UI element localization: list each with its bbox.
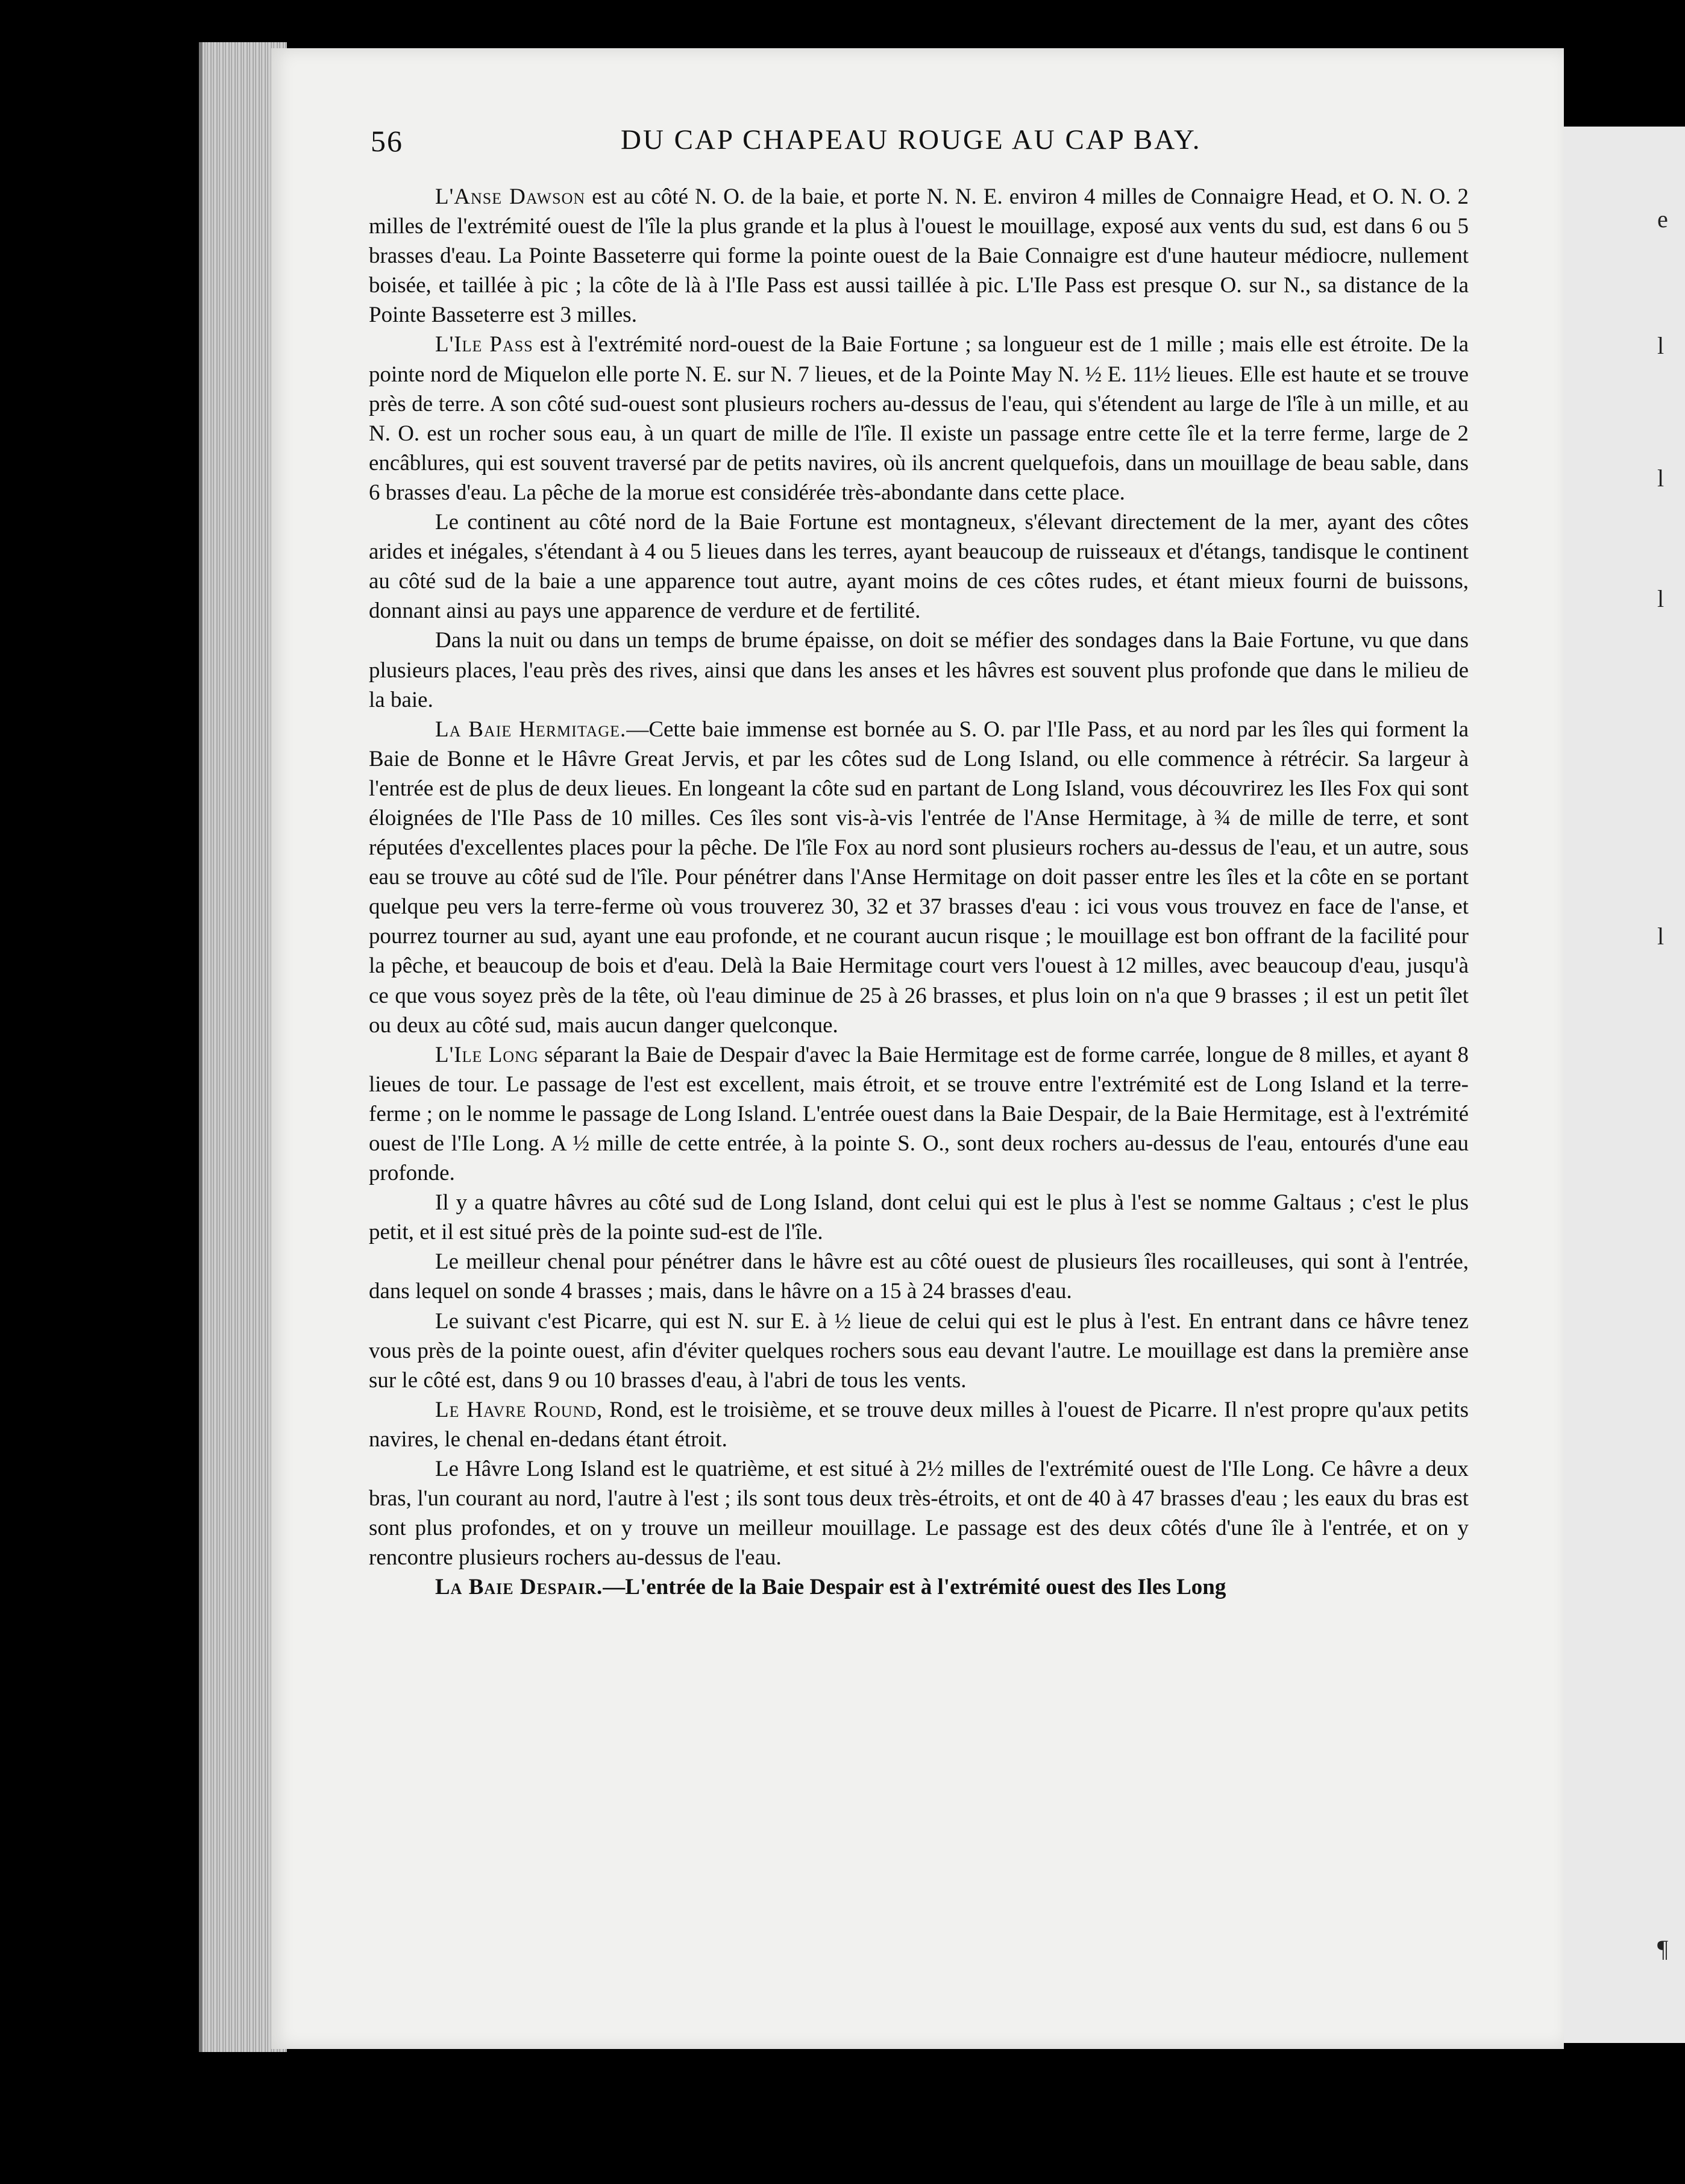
paragraph-text: Dans la nuit ou dans un temps de brume épaisse, on doit se méfier des sondages dans la Baie Fortune, vu que dans plusieurs places, l'eau près des rives, ainsi que dans les anses et les hâvres est souvent plus profonde que dans le milieu de la baie. bbox=[369, 628, 1469, 712]
paragraph-text: Le suivant c'est Picarre, qui est N. sur E. à ½ lieue de celui qui est le plus à l'est. En entrant dans ce hâvre tenez vous près de la pointe ouest, afin d'éviter quelques rochers sous eau devant l'autre. Le mouillage est dans la première anse sur le côté est, dans 9 ou 10 brasses d'eau, à l'abri de tous les vents. bbox=[369, 1308, 1469, 1393]
paragraph-text: est à l'extrémité nord-ouest de la Baie Fortune ; sa longueur est de 1 mille ; mais elle est étroite. De la pointe nord de Miquelon elle porte N. E. sur N. 7 lieues, et de la Pointe May N. ½ E. 11½ lieues. Elle est haute et se trouve près de terre. A son côté sud-ouest sont plusieurs rochers au-dessus de l'eau, qui s'étendent au large de l'île à un mille, et au N. O. est un rocher sous eau, à un quart de mille de l'île. Il existe un passage entre cette île et la terre ferme, large de 2 encâblures, qui est souvent traversé par de petits navires, où ils ancrent quelquefois, dans un mouillage de beau sable, dans 6 brasses d'eau. La pêche de la morue est considérée très-abondante dans cette place. bbox=[369, 332, 1469, 505]
book-page bbox=[271, 48, 1564, 2049]
paragraph-lead: L'Ile Long bbox=[435, 1042, 539, 1067]
paragraph-lead: Le Havre Round, bbox=[435, 1397, 603, 1422]
paragraph-baie-hermitage bbox=[369, 715, 1469, 1040]
facing-page-glyph: l bbox=[1657, 923, 1665, 950]
facing-page-glyph: l bbox=[1657, 332, 1665, 359]
paragraph-text: Rond, est le troisième, et se trouve deux milles à l'ouest de Picarre. Il n'est propre qu'aux petits navires, le chenal en-dedans étant étroit. bbox=[369, 1397, 1469, 1452]
paragraph-lead: L'Anse Dawson bbox=[435, 184, 586, 209]
paragraph-text: Le meilleur chenal pour pénétrer dans le hâvre est au côté ouest de plusieurs îles rocailleuses, qui sont à l'entrée, dans lequel on sonde 4 brasses ; mais, dans le hâvre on a 15 à 24 brasses d'eau. bbox=[369, 1249, 1469, 1304]
page-header bbox=[371, 124, 1470, 166]
paragraph-meilleur-chenal bbox=[369, 1247, 1469, 1306]
paragraph-text: séparant la Baie de Despair d'avec la Baie Hermitage est de forme carrée, longue de 8 milles, et ayant 8 lieues de tour. Le passage de l'est est excellent, mais étroit, et se trouve entre l'extrémité est de Long Island et la terre-ferme ; on le nomme le passage de Long Island. L'entrée ouest dans la Baie Despair, de la Baie Hermitage, est à l'extrémité ouest de l'Ile Long. A ½ mille de cette entrée, à la pointe S. O., sont deux rochers au-dessus de l'eau, entourés d'une eau profonde. bbox=[369, 1042, 1469, 1186]
paragraph-anse-dawson bbox=[369, 182, 1469, 330]
facing-page-glyph: l bbox=[1657, 585, 1665, 612]
paragraph-text: est au côté N. O. de la baie, et porte N. N. E. environ 4 milles de Connaigre Head, et O. N. O. 2 milles de l'extrémité ouest de l'île la plus grande et la plus à l'ouest le mouillage, exposé aux vents du sud, est dans 6 ou 5 brasses d'eau. La Pointe Basseterre qui forme la pointe ouest de la Baie Connaigre est d'une hauteur médiocre, nullement boisée, et taillée à pic ; la côte de là à l'Ile Pass est aussi taillée à pic. L'Ile Pass est presque O. sur N., sa distance de la Pointe Basseterre est 3 milles. bbox=[369, 184, 1469, 328]
paragraph-picarre bbox=[369, 1307, 1469, 1395]
paragraph-text: Le continent au côté nord de la Baie Fortune est montagneux, s'élevant directement de la mer, ayant des côtes arides et inégales, s'étendant à 4 ou 5 lieues dans les terres, ayant beaucoup de ruisseaux et d'étangs, tandisque le continent au côté sud de la baie a une apparence tout autre, ayant moins de ces côtes rudes, et étant mieux fourni de buissons, donnant ainsi au pays une apparence de verdure et de fertilité. bbox=[369, 510, 1469, 624]
paragraph-lead: La Baie Despair. bbox=[435, 1575, 603, 1600]
text-body bbox=[369, 182, 1469, 1602]
paragraph-havre-long-island bbox=[369, 1454, 1469, 1572]
facing-page-glyph: e bbox=[1657, 206, 1668, 233]
page-number: 56 bbox=[371, 124, 403, 158]
paragraph-text: Il y a quatre hâvres au côté sud de Long Island, dont celui qui est le plus à l'est se nomme Galtaus ; c'est le plus petit, et il est situé près de la pointe sud-est de l'île. bbox=[369, 1190, 1469, 1245]
paragraph-quatre-havres bbox=[369, 1188, 1469, 1247]
paragraph-lead: La Baie Hermitage. bbox=[435, 717, 627, 742]
facing-page-glyph: ¶ bbox=[1657, 1935, 1669, 1962]
paragraph-text: —Cette baie immense est bornée au S. O. par l'Ile Pass, et au nord par les îles qui forment la Baie de Bonne et le Hâvre Great Jervis, et par les côtes sud de Long Island, ou elle commence à rétrécir. Sa largeur à l'entrée est de plus de deux lieues. En longeant la côte sud en partant de Long Island, vous découvrirez les Iles Fox qui sont éloignées de l'Ile Pass de 10 milles. Ces îles sont vis-à-vis l'entrée de l'Anse Hermitage, à ¾ de mille de terre, et sont réputées d'excellentes places pour la pêche. De l'île Fox au nord sont plusieurs rochers au-dessus de l'eau, et un autre, sous eau se trouve au côté sud de l'île. Pour pénétrer dans l'Anse Hermitage on doit passer entre les îles et la côte en se portant quelque peu vers la terre-ferme où vous trouverez 30, 32 et 37 brasses d'eau : ici vous vous trouvez en face de l'anse, et pourrez tourner au sud, ayant une eau profonde, et ne courant aucun risque ; le mouillage est bon offrant de la facilité pour la pêche, et beaucoup de bois et d'eau. Delà la Baie Hermitage court vers l'ouest à 12 milles, avec beaucoup d'eau, jusqu'à ce que vous soyez près de la tête, où l'eau diminue de 25 à 26 brasses, et plus loin on n'a que 9 brasses ; il est un petit îlet ou deux au côté sud, mais aucun danger quelconque. bbox=[369, 717, 1469, 1038]
facing-page-glyph: l bbox=[1657, 465, 1665, 492]
paragraph-brume bbox=[369, 626, 1469, 714]
running-head: DU CAP CHAPEAU ROUGE AU CAP BAY. bbox=[621, 124, 1202, 155]
facing-page-edge bbox=[1561, 127, 1685, 2043]
paragraph-text: —L'entrée de la Baie Despair est à l'extrémité ouest des Iles Long bbox=[603, 1575, 1226, 1600]
paragraph-text: Le Hâvre Long Island est le quatrième, et est situé à 2½ milles de l'extrémité ouest de l'Ile Long. Ce hâvre a deux bras, l'un courant au nord, l'autre à l'est ; ils sont tous deux très-étroits, et ont de 40 à 47 brasses d'eau ; les eaux du bras est sont plus profondes, et on y trouve un meilleur mouillage. Le passage est des deux côtés d'une île à l'entrée, et on y rencontre plusieurs rochers au-dessus de l'eau. bbox=[369, 1457, 1469, 1571]
paragraph-baie-despair bbox=[369, 1572, 1469, 1602]
paragraph-ile-long bbox=[369, 1040, 1469, 1188]
paragraph-lead: L'Ile Pass bbox=[435, 332, 533, 357]
paragraph-continent bbox=[369, 507, 1469, 626]
paragraph-havre-round bbox=[369, 1395, 1469, 1454]
paragraph-ile-pass bbox=[369, 330, 1469, 507]
